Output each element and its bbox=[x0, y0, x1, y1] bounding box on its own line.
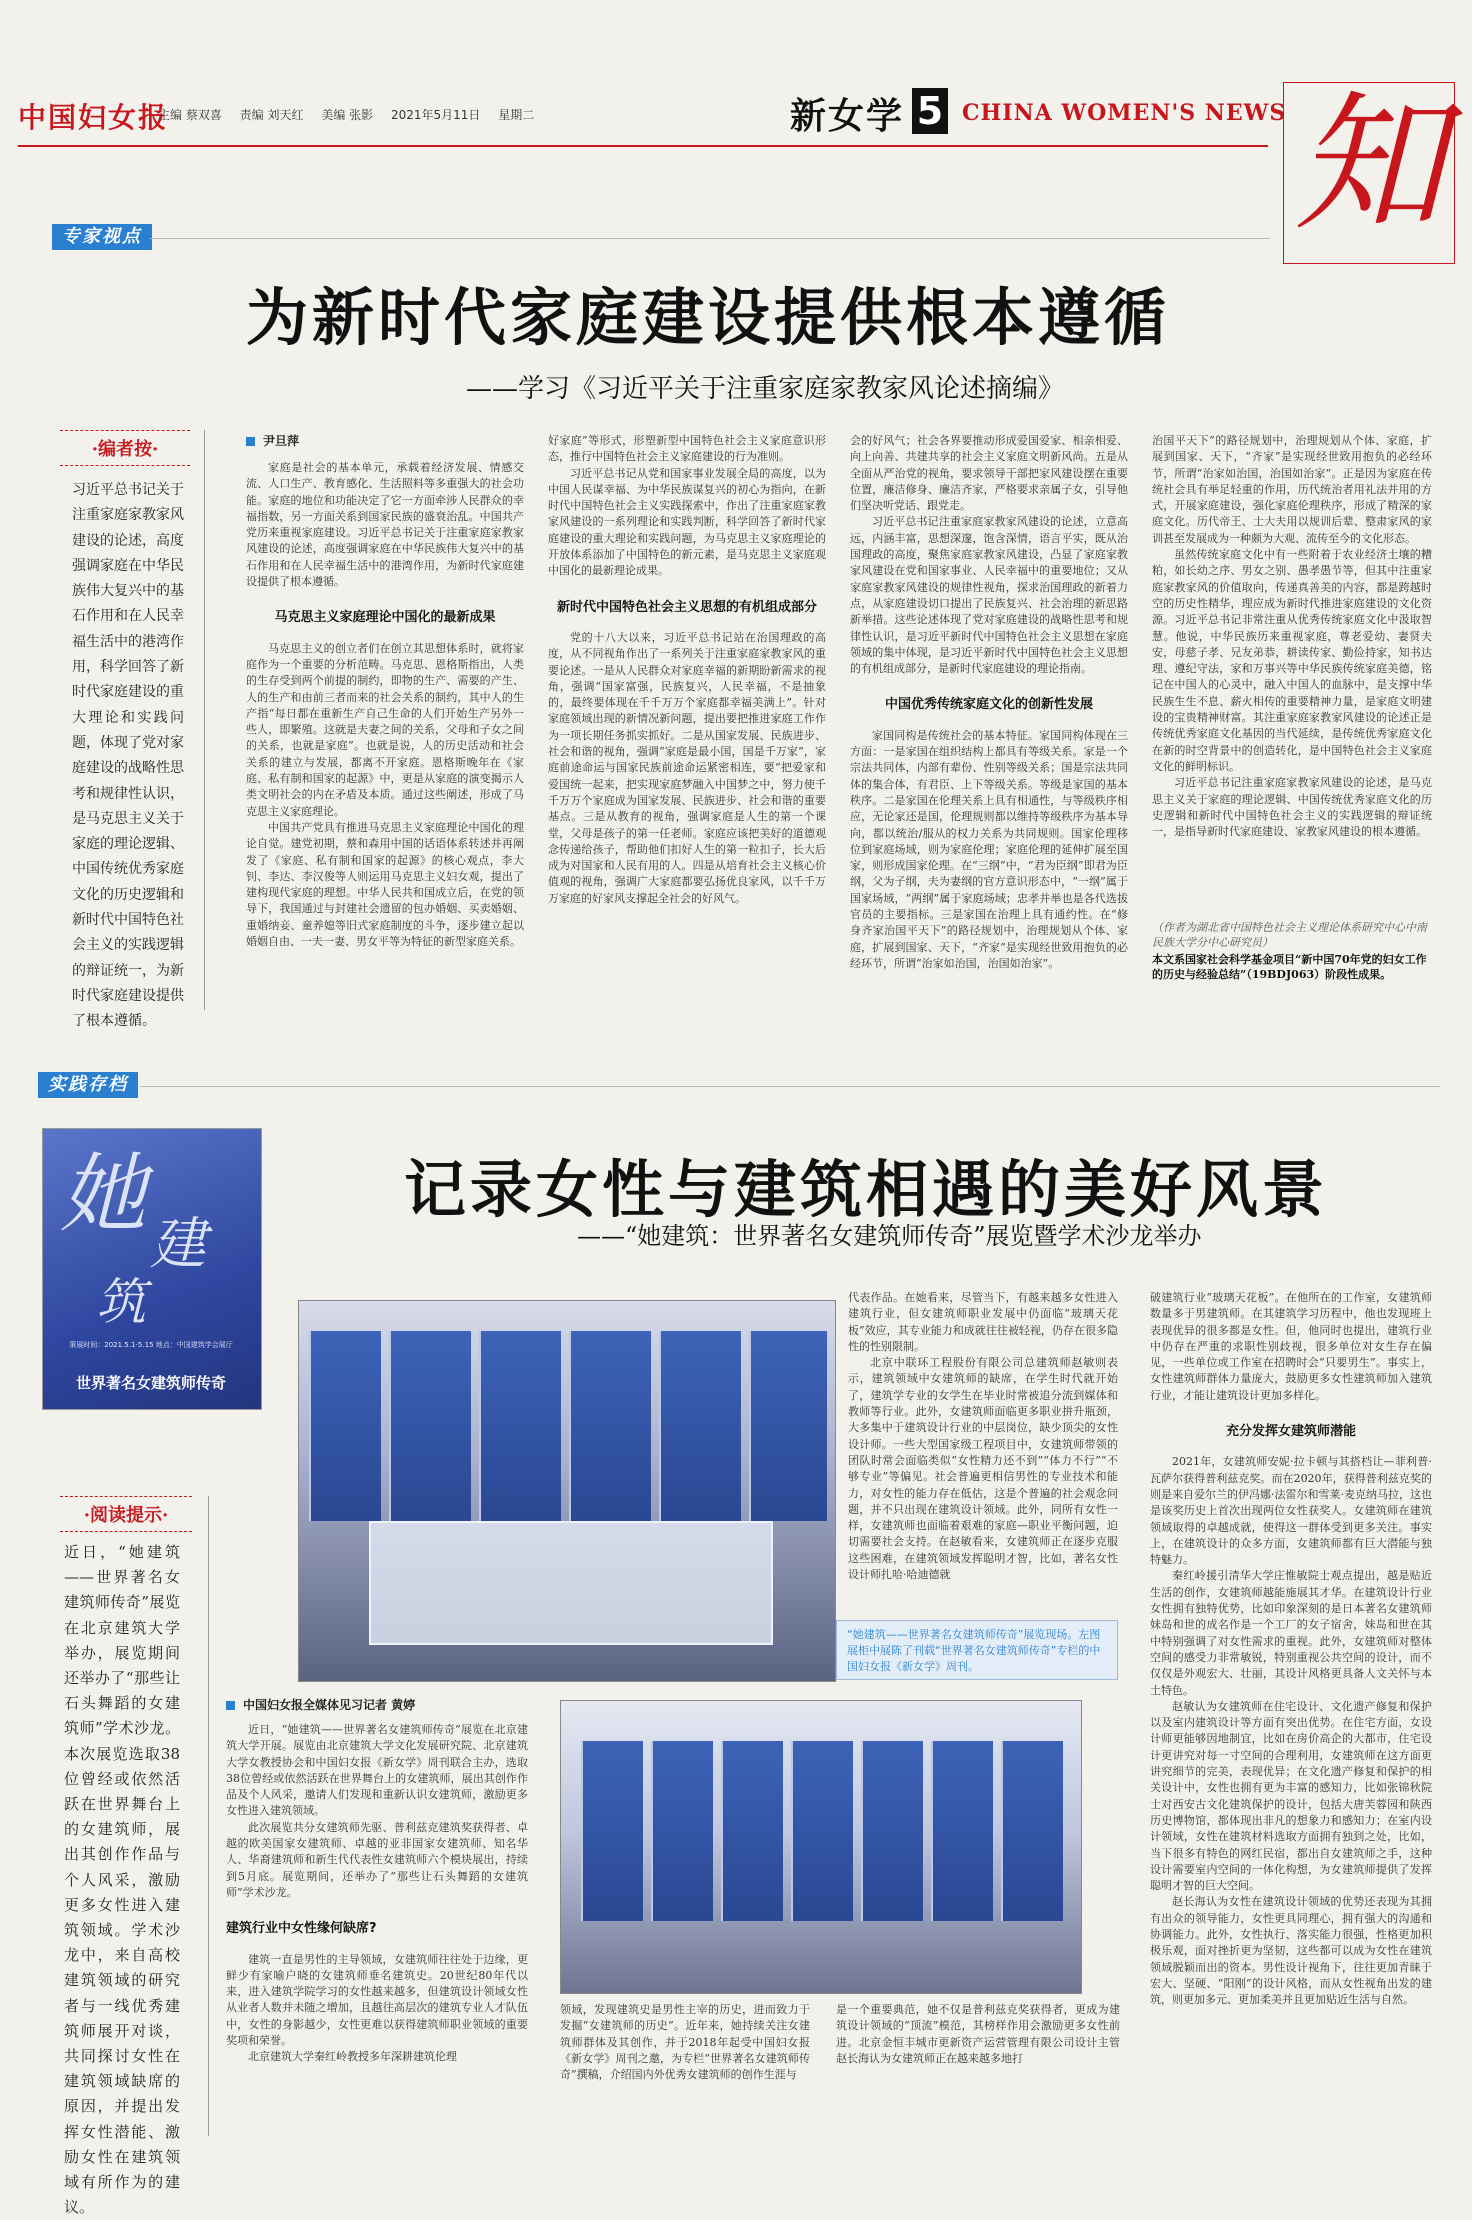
exhibition-photo bbox=[298, 1300, 836, 1682]
paragraph: 党的十八大以来，习近平总书记站在治国理政的高度，从不同视角作出了一系列关于注重家庭家教家风的重要论述。一是从人民群众对家庭幸福的新期盼新需求的视角，强调“国家富强，民族复兴，人民幸福，不是抽象的，最终要体现在千千万万个家庭都幸福美满上”。针对家庭领域出现的新情况新问题，提出要把推进家庭工作作为一项长期任务抓实抓好。二是从国家发展、民族进步、社会和谐的视角，强调“家庭是最小国，国是千万家”，家庭前途命运与国家民族前途命运紧密相连，要“把爱家和爱国统一起来，把实现家庭梦融入中国梦之中，努力使千千万万个家庭成为国家发展、民族进步、社会和谐的重要基点。三是从教育的视角，强调家庭是人生的第一个课堂，父母是孩子的第一任老师。家庭应该把美好的道德观念传递给孩子，帮助他们扣好人生的第一粒扣子，长大后成为对国家和人民有用的人。四是从培育社会主义核心价值观的视角，强调广大家庭都要弘扬优良家风，以千千万万家庭的好家风支撑起全社会的好风气。 bbox=[548, 630, 826, 905]
author-name: 中国妇女报全媒体见习记者 黄婷 bbox=[243, 1698, 416, 1712]
paragraph: 北京中联环工程股份有限公司总建筑师赵敏则表示，建筑领域中女建筑师的缺席，在学生时代就开始了，建筑学专业的女学生在毕业时常被追分流到媒体和教师等行业。此外，女建筑师面临更多职业拼升瓶颈，大多集中于建筑设计行业的中层岗位，缺少顶尖的女性设计师。一些大型国家级工程项目中，女建筑师带领的团队时常会面临类似“女性精力还不到”“体力不行”“不够专业”等偏见。社会普遍更相信男性的专业技术和能力，对女性的能力存在低估，这是个普遍的社会观念问题，并不只出现在建筑设计领域。此外，同所有女性一样，女建筑师也面临着艰难的家庭—职业平衡问题，迫切需要社会支持。在赵敏看来，女建筑师正在逐步克服这些困难，在建筑领域发挥聪明才智，比如，著名女性设计师扎哈·哈迪德就 bbox=[848, 1356, 1118, 1582]
page-meta bbox=[158, 106, 548, 123]
editor-credit: 主编 蔡双喜 bbox=[158, 108, 222, 122]
subheading: 新时代中国特色社会主义思想的有机组成部分 bbox=[556, 599, 817, 615]
author-name: 尹旦萍 bbox=[263, 434, 300, 448]
text-column-3 bbox=[850, 433, 1128, 1008]
paper-name-en: CHINA WOMEN'S NEWS bbox=[962, 100, 1287, 126]
paragraph: 虽然传统家庭文化中有一些附着于农业经济土壤的糟粕，如长幼之序、男女之别、愚孝愚节等，但其中注重家庭家教家风的价值取向，传递真善美的内容，都是跨越时空的历史性精华，理应成为新时代推进家庭建设的文化资源。习近平总书记非常注重从优秀传统家庭文化中汲取智慧。他说，中华民族历来重视家庭，尊老爱幼、妻贤夫安，母慈子孝、兄友弟恭，耕读传家、勤俭持家，知书达理、遵纪守法，家和万事兴等中华民族传统家庭美德，铭记在中国人的心灵中，融入中国人的血脉中，是支撑中华民族生生不息、薪火相传的重要精神力量，是家庭文明建设的宝贵精神财富。其注重家庭家教家风建设的论述正是传统优秀家庭文化基因的当代延续，是传统优秀家庭文化在新的时空背景中的创造转化，是中国特色社会主义家庭文化的鲜明标识。 bbox=[1152, 548, 1432, 773]
responsible-editor-credit: 责编 刘天红 bbox=[239, 108, 304, 122]
paragraph: 是一个重要典范，她不仅是普利兹克奖获得者，更成为建筑设计领域的“顶流”模范，其榜样作用会激励更多女性前进。北京金恒丰城市更新资产运营管理有限公司设计主管赵长海认为女建筑师正在越来越多地打 bbox=[836, 2003, 1120, 2065]
tag-rule bbox=[140, 1086, 1440, 1087]
column-tag: 实践存档 bbox=[38, 1072, 138, 1098]
poster-calligraphy: 她 bbox=[60, 1145, 146, 1245]
author-footnote: （作者为湖北省中国特色社会主义理论体系研究中心中南民族大学分中心研究员） bbox=[1152, 921, 1427, 949]
display-case bbox=[369, 1521, 773, 1645]
paragraph: 习近平总书记注重家庭家教家风建设的论述，是马克思主义关于家庭的理论逻辑、中国传统优秀家庭文化的历史逻辑和新时代中国特色社会主义的实践逻辑的辩证统一，是指导新时代家庭建设、家教家风建设的根本遵循。 bbox=[1152, 776, 1432, 839]
paragraph: 近日，“她建筑——世界著名女建筑师传奇”展览在北京建筑大学开展。展览由北京建筑大学文化发展研究院、北京建筑大学女教授协会和中国妇女报《新女学》周刊联合主办，选取38位曾经或依然活跃在世界舞台上的女建筑师，展出其创作作品及个人风采，邀请人们发现和重新认识女建筑师，激励更多女性进入建筑领域。 bbox=[226, 1723, 528, 1818]
article-subtitle: ——“她建筑：世界著名女建筑师传奇”展览暨学术沙龙举办 bbox=[577, 1222, 1202, 1250]
text-column-4 bbox=[1152, 433, 1432, 913]
funding-note: 本文系国家社会科学基金项目“新中国70年党的妇女工作的历史与经验总结”（19BDJ063）阶段性成果。 bbox=[1152, 953, 1427, 981]
subheading: 充分发挥女建筑师潜能 bbox=[1225, 1424, 1356, 1440]
paragraph: 代表作品。在她看来，尽管当下，有越来越多女性进入建筑行业，但女建筑师职业发展中仍面临“玻璃天花板”效应，其专业能力和成就往往被轻视，仍存在很多隐性的性别限制。 bbox=[848, 1291, 1118, 1353]
article-title: 为新时代家庭建设提供根本遵循 bbox=[246, 281, 1171, 354]
article-author bbox=[246, 432, 299, 449]
editor-note: 习近平总书记关于注重家庭家教家风建设的论述，高度强调家庭在中华民族伟大复兴中的基石作用和在人民幸福生活中的港湾作用，科学回答了新时代家庭建设的重大理论和实践问题，体现了党对家庭建设的战略性思考和规律性认识，是马克思主义关于家庭的理论逻辑、中国传统优秀家庭文化的历史逻辑和新时代中国特色社会主义的实践逻辑的辩证统一，为新时代家庭建设提供了根本遵循。 bbox=[72, 482, 184, 1030]
paragraph: 中国共产党具有推进马克思主义家庭理论中国化的理论自觉。建党初期，蔡和森用中国的话语体系转述并再阐发了《家庭、私有制和国家的起源》的核心观点，李大钊、李达、李汉俊等人则运用马克思主义妇女观，提出了建构现代家庭的理想。中华人民共和国成立后，在党的领导下，我国通过与封建社会遗留的包办婚姻、买卖婚姻、重婚纳妾、童养媳等旧式家庭制度的斗争，逐步建立起以婚姻自由、一夫一妻、男女平等为特征的新型家庭关系。 bbox=[246, 820, 524, 949]
column-tag: 专家视点 bbox=[52, 224, 152, 250]
paragraph: 治国平天下”的路径规划中，治理规划从个体、家庭，扩展到国家、天下，“齐家”是实现经世致用抱负的必经环节，所谓“治家如治国，治国如治家”。正是因为家庭在传统社会具有举足轻重的作用，历代统治者用礼法并用的方式，开展家庭建设，强化家庭伦理秩序，形成了精深的家庭文化。历代帝王、士大夫用以规训后辈、整肃家风的家训甚至发展成为一种颇为大观、流传至今的文化形态。 bbox=[1152, 434, 1432, 545]
page-number: 5 bbox=[912, 88, 948, 134]
paragraph: 领域，发现建筑史是男性主宰的历史，进而致力于发掘“女建筑师的历史”。近年来，她持续关注女建筑师群体及其创作，并于2018年起受中国妇女报《新女学》周刊之邀，为专栏“世界著名女建筑师传奇”撰稿，介绍国内外优秀女建筑师的创作生涯与 bbox=[560, 2003, 810, 2082]
article-author bbox=[226, 1696, 415, 1713]
subheading: 中国优秀传统家庭文化的创新性发展 bbox=[884, 697, 1093, 713]
paragraph: 北京建筑大学秦红岭教授多年深耕建筑伦理 bbox=[248, 2050, 457, 2064]
masthead-logo: 中国妇女报 bbox=[18, 101, 169, 134]
bullet-icon bbox=[226, 1701, 235, 1710]
poster-calligraphy: 筑 bbox=[96, 1273, 146, 1331]
reading-tip: 近日，“她建筑——世界著名女建筑师传奇”展览在北京建筑大学举办，展览期间还举办了“那些让石头舞蹈的女建筑师”学术沙龙。本次展览选取38位曾经或依然活跃在世界舞台上的女建筑师，展出其创作作品与个人风采，激励更多女性进入建筑领域。学术沙龙中，来自高校建筑领域的研究者与一线优秀建筑师展开对谈，共同探讨女性在建筑领域缺席的原因，并提出发挥女性潜能、激励女性在建筑领域有所作为的建议。 bbox=[64, 1543, 180, 2217]
issue-weekday: 星期二 bbox=[498, 108, 535, 122]
paragraph: 马克思主义的创立者们在创立其思想体系时，就将家庭作为一个重要的分析范畴。马克思、恩格斯指出，人类的生存受到两个前提的制约，即物的生产、需要的产生、人的生产和由前三者而来的社会关系的制约，其中人的生产指“每日都在重新生产自己生命的人们开始生产另外一些人，即繁殖。这就是夫妻之间的关系，父母和子女之间的关系，也就是家庭”。也就是说，人的历史活动和社会关系的建立与发展，都离不开家庭。恩格斯晚年在《家庭、私有制和国家的起源》中，更是从家庭的演变揭示人类文明社会的内在矛盾及本质。通过这些阐述，形成了马克思主义家庭理论。 bbox=[246, 641, 524, 818]
paragraph: 会的好风气；社会各界要推动形成爱国爱家、相亲相爱、向上向善、共建共享的社会主义家庭文明新风尚。五是从全面从严治党的视角，要求领导干部把家风建设摆在重要位置，廉洁修身、廉洁齐家，严格要求亲属子女，引导他们坚决听党话、跟党走。 bbox=[850, 434, 1128, 513]
paragraph: 习近平总书记从党和国家事业发展全局的高度，以为中国人民谋幸福、为中华民族谋复兴的初心为指向，在新时代中国特色社会主义实践探索中，作出了注重家庭家教家风建设的一系列理论和实践判断，科学回答了新时代家庭建设的重大理论和实践问题，为马克思主义家庭理论的开放体系添加了中国特色的新元素，是马克思主义家庭观中国化的最新理论成果。 bbox=[548, 466, 826, 578]
art-editor-credit: 美编 张影 bbox=[321, 108, 374, 122]
editor-note-label: ·编者按· bbox=[60, 430, 190, 466]
header-rule bbox=[18, 145, 1268, 147]
paragraph: 2021年，女建筑师安妮·拉卡顿与其搭档让—菲利普·瓦萨尔获得普利兹克奖。而在2020年，获得普利兹克奖的则是来自爱尔兰的伊冯娜·法雷尔和雪莱·麦克纳马拉，这也是该奖历史上首次出现两位女性获奖人。女建筑师在建筑领域取得的卓越成就，使得这一群体受到更多关注。事实上，在建筑设计的众多方面，女建筑师都有巨大潜能与独特魅力。 bbox=[1150, 1455, 1432, 1567]
text-column-1 bbox=[226, 1722, 528, 2132]
paragraph: 此次展览共分女建筑师先驱、普利兹克建筑奖获得者、卓越的欧美国家女建筑师、卓越的亚非国家女建筑师、知名华人、华裔建筑师和新生代代表性女建筑师六个模块展出，持续到5月底。展览期间，还举办了“那些让石头舞蹈的女建筑师”学术沙龙。 bbox=[226, 1820, 528, 1899]
text-column-2 bbox=[548, 433, 826, 1008]
text-column-2 bbox=[560, 2002, 810, 2132]
issue-date: 2021年5月11日 bbox=[390, 108, 481, 122]
paragraph: 家国同构是传统社会的基本特征。家国同构体现在三方面：一是家国在组织结构上都具有等级关系。家是一个宗法共同体，内部有辈份、性别等级关系；国是宗法共同体的集合体，有君臣、上下等级关系。等级是家国的基本秩序。二是家国在伦理关系上具有相通性，与等级秩序相应，无论家还是国，伦理规则都以维持等级秩序为基本导向，都以统治/服从的权力关系为共同规则。国家伦理移位到家庭场域，则为家庭伦理；家庭伦理的延伸扩展至国家，则形成国家伦理。在“三纲”中，“君为臣纲”即君为臣纲，父为子纲，夫为妻纲的官方意识形态中，“一纲”属于国家场域，“两纲”属于家庭场域；忠孝并举也是各代选拔官员的主要指标。三是家国在治理上具有通约性。在“修身齐家治国平天下”的路径规划中，治理规划从个体、家庭，扩展到国家、天下，“齐家”是实现经世致用抱负的必经环节，所谓“治家如治国，治国如治家”。 bbox=[850, 728, 1128, 970]
exhibition-photo bbox=[560, 1700, 1082, 1994]
article-subtitle: ——学习《习近平关于注重家庭家教家风论述摘编》 bbox=[466, 374, 1065, 404]
paragraph: 习近平总书记注重家庭家教家风建设的论述，立意高远，内涵丰富，思想深邃，饱含深情，语言平实，既从治国理政的高度，聚焦家庭家教家风建设，凸显了家庭家教家风建设在党和国家事业、人民幸福中的重要地位；又从家庭家教家风建设的规律性视角，探求治国理政的新着力点，从家庭建设切口提出了民族复兴、社会治理的新思路新举措。这些论述体现了党对家庭建设的战略性思考和规律性认识，是习近平新时代中国特色社会主义思想在家庭领域的集中体现，是习近平新时代中国特色社会主义思想的有机组成部分，是新时代家庭建设的理论指南。 bbox=[850, 515, 1128, 676]
section-name: 新女学 bbox=[790, 95, 905, 137]
poster-calligraphy: 建 bbox=[150, 1212, 206, 1277]
tag-rule bbox=[150, 238, 1270, 239]
poster-details: 策展时间：2021.5.1-5.15 地点：中国建筑学会展厅 bbox=[69, 1341, 233, 1349]
text-column-1 bbox=[246, 460, 524, 1008]
bullet-icon bbox=[246, 437, 255, 446]
paragraph: 建筑一直是男性的主导领域，女建筑师往往处于边缘，更鲜少有家喻户晓的女建筑师垂名建筑史。20世纪80年代以来，进入建筑学院学习的女性越来越多，但建筑设计领域女性从业者人数并未随之增加，且越往高层次的建筑专业人才队伍中，女性的身影越少，女性更难以获得建筑师职业领域的重要奖项和荣誉。 bbox=[226, 1952, 528, 2048]
paragraph: 赵敏认为女建筑师在住宅设计、文化遗产修复和保护以及室内建筑设计等方面有突出优势。在住宅方面，女设计师更能够因地制宜，比如在房价高企的大都市，住宅设计更讲究对每一寸空间的合理利用，女建筑师在这方面更讲究细节的完美，表现优异；在文化遗产修复和保护的相关设计中，女性也拥有更为丰富的感知力，比如张锦秋院士对西安古文化建筑保护的设计，包括大唐芙蓉园和陕西历史博物馆，都体现出非凡的想象力和感知力；在室内设计领域，女性在建筑材料选取方面拥有独到之处，比如，当下很多有特色的网红民宿，都出自女建筑师之手，这种设计需要室内空间的一体化构想，为女建筑师提供了发挥聪明才智的巨大空间。 bbox=[1150, 1699, 1432, 1893]
paragraph: 破建筑行业“玻璃天花板”。在他所在的工作室，女建筑师数量多于男建筑师。在其建筑学习历程中，他也发现班上表现优异的很多都是女性。但，他同时也提出，建筑行业中仍存在严重的求职性别歧视，很多单位对女生存在偏见，一些单位或工作室在招聘时会“只要男生”。事实上，女性建筑师群体力量庞大，鼓励更多女性建筑师加入建筑行业，才能让建筑设计更加多样化。 bbox=[1150, 1291, 1432, 1402]
text-column-5 bbox=[1150, 1290, 1432, 2132]
column-divider bbox=[204, 430, 205, 1010]
section-mark: 知 bbox=[1293, 78, 1444, 252]
poster-title: 世界著名女建筑师传奇 bbox=[75, 1374, 226, 1392]
paragraph: 赵长海认为女性在建筑设计领域的优势还表现为其拥有出众的领导能力，女性更具同理心，拥有强大的沟通和协调能力。此外，女性执行、落实能力很强，性格更加积极乐观，面对挫折更为坚韧，这些都可以成为女性在建筑领域脱颖而出的资本。男性设计视角下，往往更加青睐于宏大、坚硬、“阳刚”的设计风格，而从女性视角出发的建筑，则更加多元、更加柔美并且更加贴近生活与自然。 bbox=[1150, 1895, 1432, 2007]
subheading: 马克思主义家庭理论中国化的最新成果 bbox=[274, 610, 496, 626]
paragraph: 家庭是社会的基本单元，承载着经济发展、情感交流、人口生产、教育感化、生活照料等多重强大的社会功能。家庭的地位和功能决定了它一方面牵涉人民群众的幸福指数，另一方面关系到国家民族的盛衰治乱。中国共产党历来重视家庭建设。习近平总书记关于注重家庭家教家风建设的论述，高度强调家庭在中华民族伟大复兴中的基石作用和在人民幸福生活中的港湾作用，为新时代家庭建设提供了根本遵循。 bbox=[246, 461, 524, 589]
paragraph: 好家庭”等形式，形塑新型中国特色社会主义家庭意识形态，推行中国特色社会主义家庭建设的行为准则。 bbox=[548, 434, 826, 464]
reading-tip-label: ·阅读提示· bbox=[60, 1496, 192, 1532]
column-divider bbox=[208, 1496, 209, 2136]
subheading: 建筑行业中女性缘何缺席? bbox=[226, 1921, 377, 1937]
paragraph: 秦红岭援引清华大学庄惟敏院士观点提出，越是贴近生活的创作，女建筑师越能施展其才华。在建筑设计行业女性拥有独特优势，比如印象深刻的是日本著名女建筑师妹岛和世的成名作是一个工厂的女子宿舍，妹岛和世在其中特别强调了对女性需求的重视。此外，女建筑师对整体空间的感受力非常敏锐，特别重视公共空间的设计，而不仅仅是外观宏大、壮丽，其设计风格更具备人文关怀与本土特色。 bbox=[1150, 1569, 1432, 1697]
text-column-3 bbox=[836, 2002, 1120, 2132]
text-column-4 bbox=[848, 1290, 1118, 1610]
article-title: 记录女性与建筑相遇的美好风景 bbox=[404, 1153, 1329, 1226]
photo-caption: “她建筑——世界著名女建筑师传奇”展览现场。左图展柜中展陈了刊载“世界著名女建筑师传奇”专栏的中国妇女报《新女学》周刊。 bbox=[836, 1620, 1118, 1680]
